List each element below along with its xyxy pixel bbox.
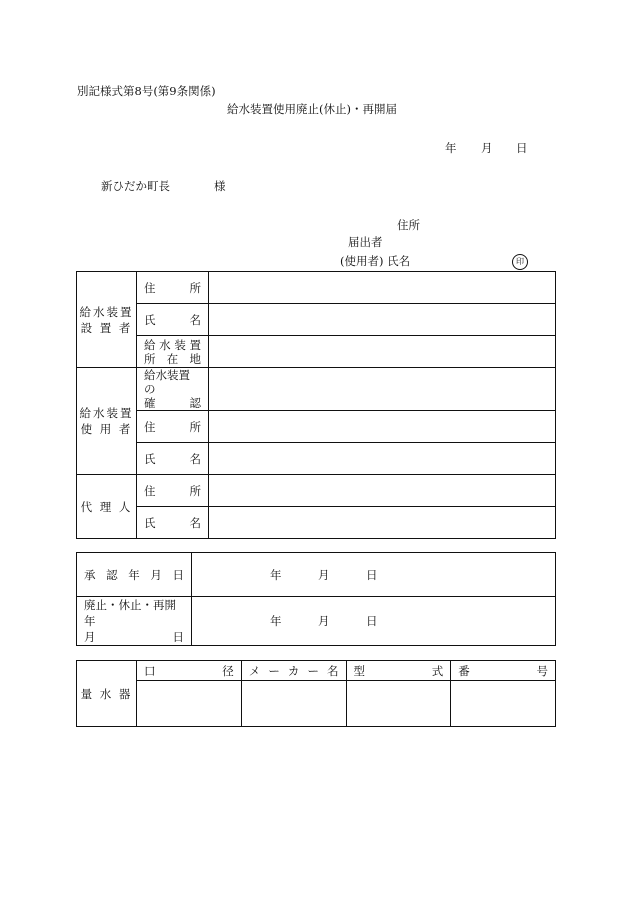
document-title: 給水装置使用廃止(休止)・再開届 (227, 102, 397, 116)
approval-date-label: 承 認 年 月 日 (77, 553, 192, 597)
device-confirmation-label: 給水装置の 確 認 (137, 368, 209, 411)
approval-date-field[interactable]: 年 月 日 (192, 553, 556, 597)
meter-maker-field[interactable] (241, 681, 346, 727)
applicant-address-label: 住所 (397, 218, 420, 232)
party-info-table (76, 271, 556, 539)
installer-address-field[interactable] (209, 272, 556, 304)
meter-diameter-header: 口 径 (137, 661, 242, 681)
date-month-label: 月 (481, 141, 493, 155)
user-address-label: 住 所 (137, 411, 209, 443)
device-confirmation-field[interactable] (209, 368, 556, 411)
date-table (76, 552, 556, 646)
change-date-label: 廃止・休止・再開年 月 日 (77, 597, 192, 646)
installer-address-label: 住 所 (137, 272, 209, 304)
user-address-field[interactable] (209, 411, 556, 443)
meter-maker-header: メ ー カ ー 名 (241, 661, 346, 681)
installer-name-field[interactable] (209, 304, 556, 336)
water-meter-table (76, 660, 556, 727)
agent-name-field[interactable] (209, 507, 556, 539)
addressee-honorific: 様 (214, 179, 226, 193)
addressee-name: 新ひだか町長 (101, 179, 170, 193)
date-day-label: 日 (516, 141, 528, 155)
agent-address-field[interactable] (209, 475, 556, 507)
form-number-label: 別記様式第8号(第9条関係) (77, 84, 216, 98)
applicant-role-label: 届出者 (348, 235, 383, 249)
agent-address-label: 住 所 (137, 475, 209, 507)
agent-name-label: 氏 名 (137, 507, 209, 539)
date-year-label: 年 (445, 141, 457, 155)
applicant-name-label: (使用者) 氏名 (340, 254, 411, 268)
user-name-label: 氏 名 (137, 443, 209, 475)
change-date-field[interactable]: 年 月 日 (192, 597, 556, 646)
water-meter-group-label: 量 水 器 (77, 661, 137, 727)
meter-number-field[interactable] (451, 681, 556, 727)
device-location-label: 給 水 装 置 所 在 地 (137, 336, 209, 368)
seal-mark: 印 (512, 254, 528, 270)
agent-group-label: 代 理 人 (77, 475, 137, 539)
user-name-field[interactable] (209, 443, 556, 475)
meter-model-header: 型 式 (346, 661, 451, 681)
meter-model-field[interactable] (346, 681, 451, 727)
meter-number-header: 番 号 (451, 661, 556, 681)
device-location-field[interactable] (209, 336, 556, 368)
installer-name-label: 氏 名 (137, 304, 209, 336)
meter-diameter-field[interactable] (137, 681, 242, 727)
addressee (101, 181, 226, 193)
user-group-label: 給水装置 使 用 者 (77, 368, 137, 475)
installer-group-label: 給水装置 設 置 者 (77, 272, 137, 368)
